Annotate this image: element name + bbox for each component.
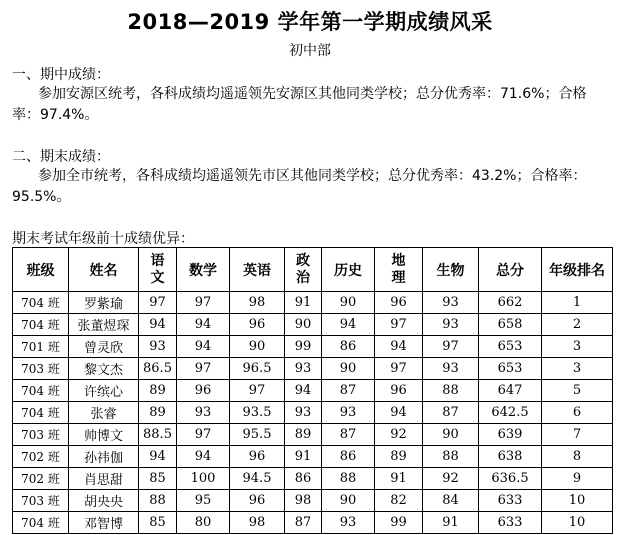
cell-chinese: 86.5 xyxy=(139,358,177,380)
cell-rank: 10 xyxy=(542,490,613,512)
cell-chinese: 94 xyxy=(139,446,177,468)
cell-rank: 2 xyxy=(542,314,613,336)
header-total: 总分 xyxy=(479,248,542,292)
cell-english: 94.5 xyxy=(230,468,285,490)
cell-biology: 88 xyxy=(423,380,479,402)
cell-chinese: 85 xyxy=(139,512,177,534)
cell-chinese: 93 xyxy=(139,336,177,358)
cell-history: 93 xyxy=(322,402,375,424)
cell-math: 97 xyxy=(177,292,230,314)
cell-geography: 89 xyxy=(375,446,423,468)
cell-history: 86 xyxy=(322,446,375,468)
cell-biology: 93 xyxy=(423,358,479,380)
cell-english: 96.5 xyxy=(230,358,285,380)
cell-class: 703 班 xyxy=(13,490,69,512)
header-math: 数学 xyxy=(177,248,230,292)
section-final-heading: 二、期末成绩： xyxy=(12,149,110,165)
cell-total: 636.5 xyxy=(479,468,542,490)
section-midterm-heading: 一、期中成绩： xyxy=(12,67,110,83)
cell-name: 肖思甜 xyxy=(69,468,139,490)
cell-chinese: 85 xyxy=(139,468,177,490)
cell-english: 93.5 xyxy=(230,402,285,424)
cell-chinese: 97 xyxy=(139,292,177,314)
cell-history: 90 xyxy=(322,292,375,314)
table-row xyxy=(13,490,613,512)
cell-math: 93 xyxy=(177,402,230,424)
cell-class: 701 班 xyxy=(13,336,69,358)
cell-geography: 97 xyxy=(375,358,423,380)
header-biology: 生物 xyxy=(423,248,479,292)
section-midterm-text: 参加安源区统考，各科成绩均遥遥领先安源区其他同类学校；总分优秀率：71.6%；合格率：97.4%。 xyxy=(12,86,587,123)
table-row xyxy=(13,380,613,402)
cell-geography: 99 xyxy=(375,512,423,534)
cell-name: 张睿 xyxy=(69,402,139,424)
cell-name: 张董煜琛 xyxy=(69,314,139,336)
table-row xyxy=(13,512,613,534)
cell-name: 黎文杰 xyxy=(69,358,139,380)
cell-total: 633 xyxy=(479,490,542,512)
cell-biology: 84 xyxy=(423,490,479,512)
header-history: 历史 xyxy=(322,248,375,292)
cell-english: 96 xyxy=(230,490,285,512)
cell-name: 曾灵欣 xyxy=(69,336,139,358)
cell-math: 94 xyxy=(177,314,230,336)
cell-total: 647 xyxy=(479,380,542,402)
cell-english: 98 xyxy=(230,292,285,314)
cell-history: 90 xyxy=(322,358,375,380)
table-body xyxy=(13,292,613,534)
cell-name: 孙祎伽 xyxy=(69,446,139,468)
cell-geography: 94 xyxy=(375,336,423,358)
cell-geography: 97 xyxy=(375,314,423,336)
cell-history: 93 xyxy=(322,512,375,534)
table-row xyxy=(13,358,613,380)
cell-english: 98 xyxy=(230,512,285,534)
cell-geography: 91 xyxy=(375,468,423,490)
cell-biology: 97 xyxy=(423,336,479,358)
cell-class: 703 班 xyxy=(13,424,69,446)
cell-politics: 98 xyxy=(285,490,322,512)
cell-biology: 92 xyxy=(423,468,479,490)
cell-name: 许缤心 xyxy=(69,380,139,402)
cell-math: 95 xyxy=(177,490,230,512)
cell-math: 97 xyxy=(177,424,230,446)
cell-math: 97 xyxy=(177,358,230,380)
cell-class: 703 班 xyxy=(13,358,69,380)
cell-politics: 91 xyxy=(285,446,322,468)
cell-politics: 93 xyxy=(285,402,322,424)
cell-total: 653 xyxy=(479,336,542,358)
cell-biology: 87 xyxy=(423,402,479,424)
cell-english: 96 xyxy=(230,446,285,468)
cell-rank: 5 xyxy=(542,380,613,402)
cell-total: 662 xyxy=(479,292,542,314)
cell-geography: 94 xyxy=(375,402,423,424)
cell-english: 95.5 xyxy=(230,424,285,446)
header-class: 班级 xyxy=(13,248,69,292)
cell-name: 帅博文 xyxy=(69,424,139,446)
cell-english: 90 xyxy=(230,336,285,358)
page-subtitle: 初中部 xyxy=(289,43,331,59)
cell-english: 96 xyxy=(230,314,285,336)
cell-politics: 86 xyxy=(285,468,322,490)
header-english: 英语 xyxy=(230,248,285,292)
cell-total: 653 xyxy=(479,358,542,380)
table-row xyxy=(13,336,613,358)
cell-math: 80 xyxy=(177,512,230,534)
cell-chinese: 88 xyxy=(139,490,177,512)
cell-chinese: 94 xyxy=(139,314,177,336)
cell-total: 658 xyxy=(479,314,542,336)
cell-total: 639 xyxy=(479,424,542,446)
cell-history: 86 xyxy=(322,336,375,358)
cell-politics: 94 xyxy=(285,380,322,402)
cell-rank: 3 xyxy=(542,336,613,358)
cell-rank: 7 xyxy=(542,424,613,446)
table-caption: 期末考试年级前十成绩优异： xyxy=(12,231,194,247)
cell-class: 704 班 xyxy=(13,380,69,402)
cell-biology: 91 xyxy=(423,512,479,534)
cell-english: 97 xyxy=(230,380,285,402)
cell-math: 94 xyxy=(177,446,230,468)
cell-politics: 91 xyxy=(285,292,322,314)
table-row xyxy=(13,292,613,314)
cell-total: 633 xyxy=(479,512,542,534)
cell-rank: 3 xyxy=(542,358,613,380)
cell-chinese: 89 xyxy=(139,402,177,424)
cell-rank: 1 xyxy=(542,292,613,314)
header-geography: 地理 xyxy=(375,248,423,292)
cell-geography: 96 xyxy=(375,380,423,402)
cell-name: 邓智博 xyxy=(69,512,139,534)
cell-history: 90 xyxy=(322,490,375,512)
cell-name: 罗紫瑜 xyxy=(69,292,139,314)
cell-politics: 90 xyxy=(285,314,322,336)
cell-history: 94 xyxy=(322,314,375,336)
cell-politics: 93 xyxy=(285,358,322,380)
cell-total: 638 xyxy=(479,446,542,468)
table-row xyxy=(13,424,613,446)
cell-history: 87 xyxy=(322,380,375,402)
cell-politics: 89 xyxy=(285,424,322,446)
table-row xyxy=(13,314,613,336)
cell-math: 94 xyxy=(177,336,230,358)
cell-geography: 92 xyxy=(375,424,423,446)
table-row xyxy=(13,402,613,424)
cell-math: 100 xyxy=(177,468,230,490)
header-politics: 政治 xyxy=(285,248,322,292)
header-name: 姓名 xyxy=(69,248,139,292)
page-title: 2018—2019 学年第一学期成绩风采 xyxy=(127,10,493,34)
table-row xyxy=(13,468,613,490)
cell-chinese: 89 xyxy=(139,380,177,402)
cell-class: 704 班 xyxy=(13,512,69,534)
cell-class: 704 班 xyxy=(13,292,69,314)
cell-biology: 93 xyxy=(423,292,479,314)
cell-politics: 99 xyxy=(285,336,322,358)
cell-class: 702 班 xyxy=(13,446,69,468)
cell-class: 704 班 xyxy=(13,402,69,424)
cell-total: 642.5 xyxy=(479,402,542,424)
cell-rank: 6 xyxy=(542,402,613,424)
header-chinese: 语文 xyxy=(139,248,177,292)
cell-class: 702 班 xyxy=(13,468,69,490)
cell-history: 87 xyxy=(322,424,375,446)
cell-math: 96 xyxy=(177,380,230,402)
cell-biology: 88 xyxy=(423,446,479,468)
cell-biology: 93 xyxy=(423,314,479,336)
table-row xyxy=(13,446,613,468)
cell-rank: 10 xyxy=(542,512,613,534)
section-final-text: 参加全市统考，各科成绩均遥遥领先市区其他同类学校；总分优秀率：43.2%；合格率：95.5%。 xyxy=(12,168,587,205)
header-rank: 年级排名 xyxy=(542,248,613,292)
cell-rank: 8 xyxy=(542,446,613,468)
cell-class: 704 班 xyxy=(13,314,69,336)
cell-history: 88 xyxy=(322,468,375,490)
cell-chinese: 88.5 xyxy=(139,424,177,446)
cell-biology: 90 xyxy=(423,424,479,446)
cell-geography: 82 xyxy=(375,490,423,512)
top-ten-table xyxy=(12,247,613,534)
table-header-row xyxy=(13,248,613,292)
cell-politics: 87 xyxy=(285,512,322,534)
cell-rank: 9 xyxy=(542,468,613,490)
cell-geography: 96 xyxy=(375,292,423,314)
cell-name: 胡央央 xyxy=(69,490,139,512)
